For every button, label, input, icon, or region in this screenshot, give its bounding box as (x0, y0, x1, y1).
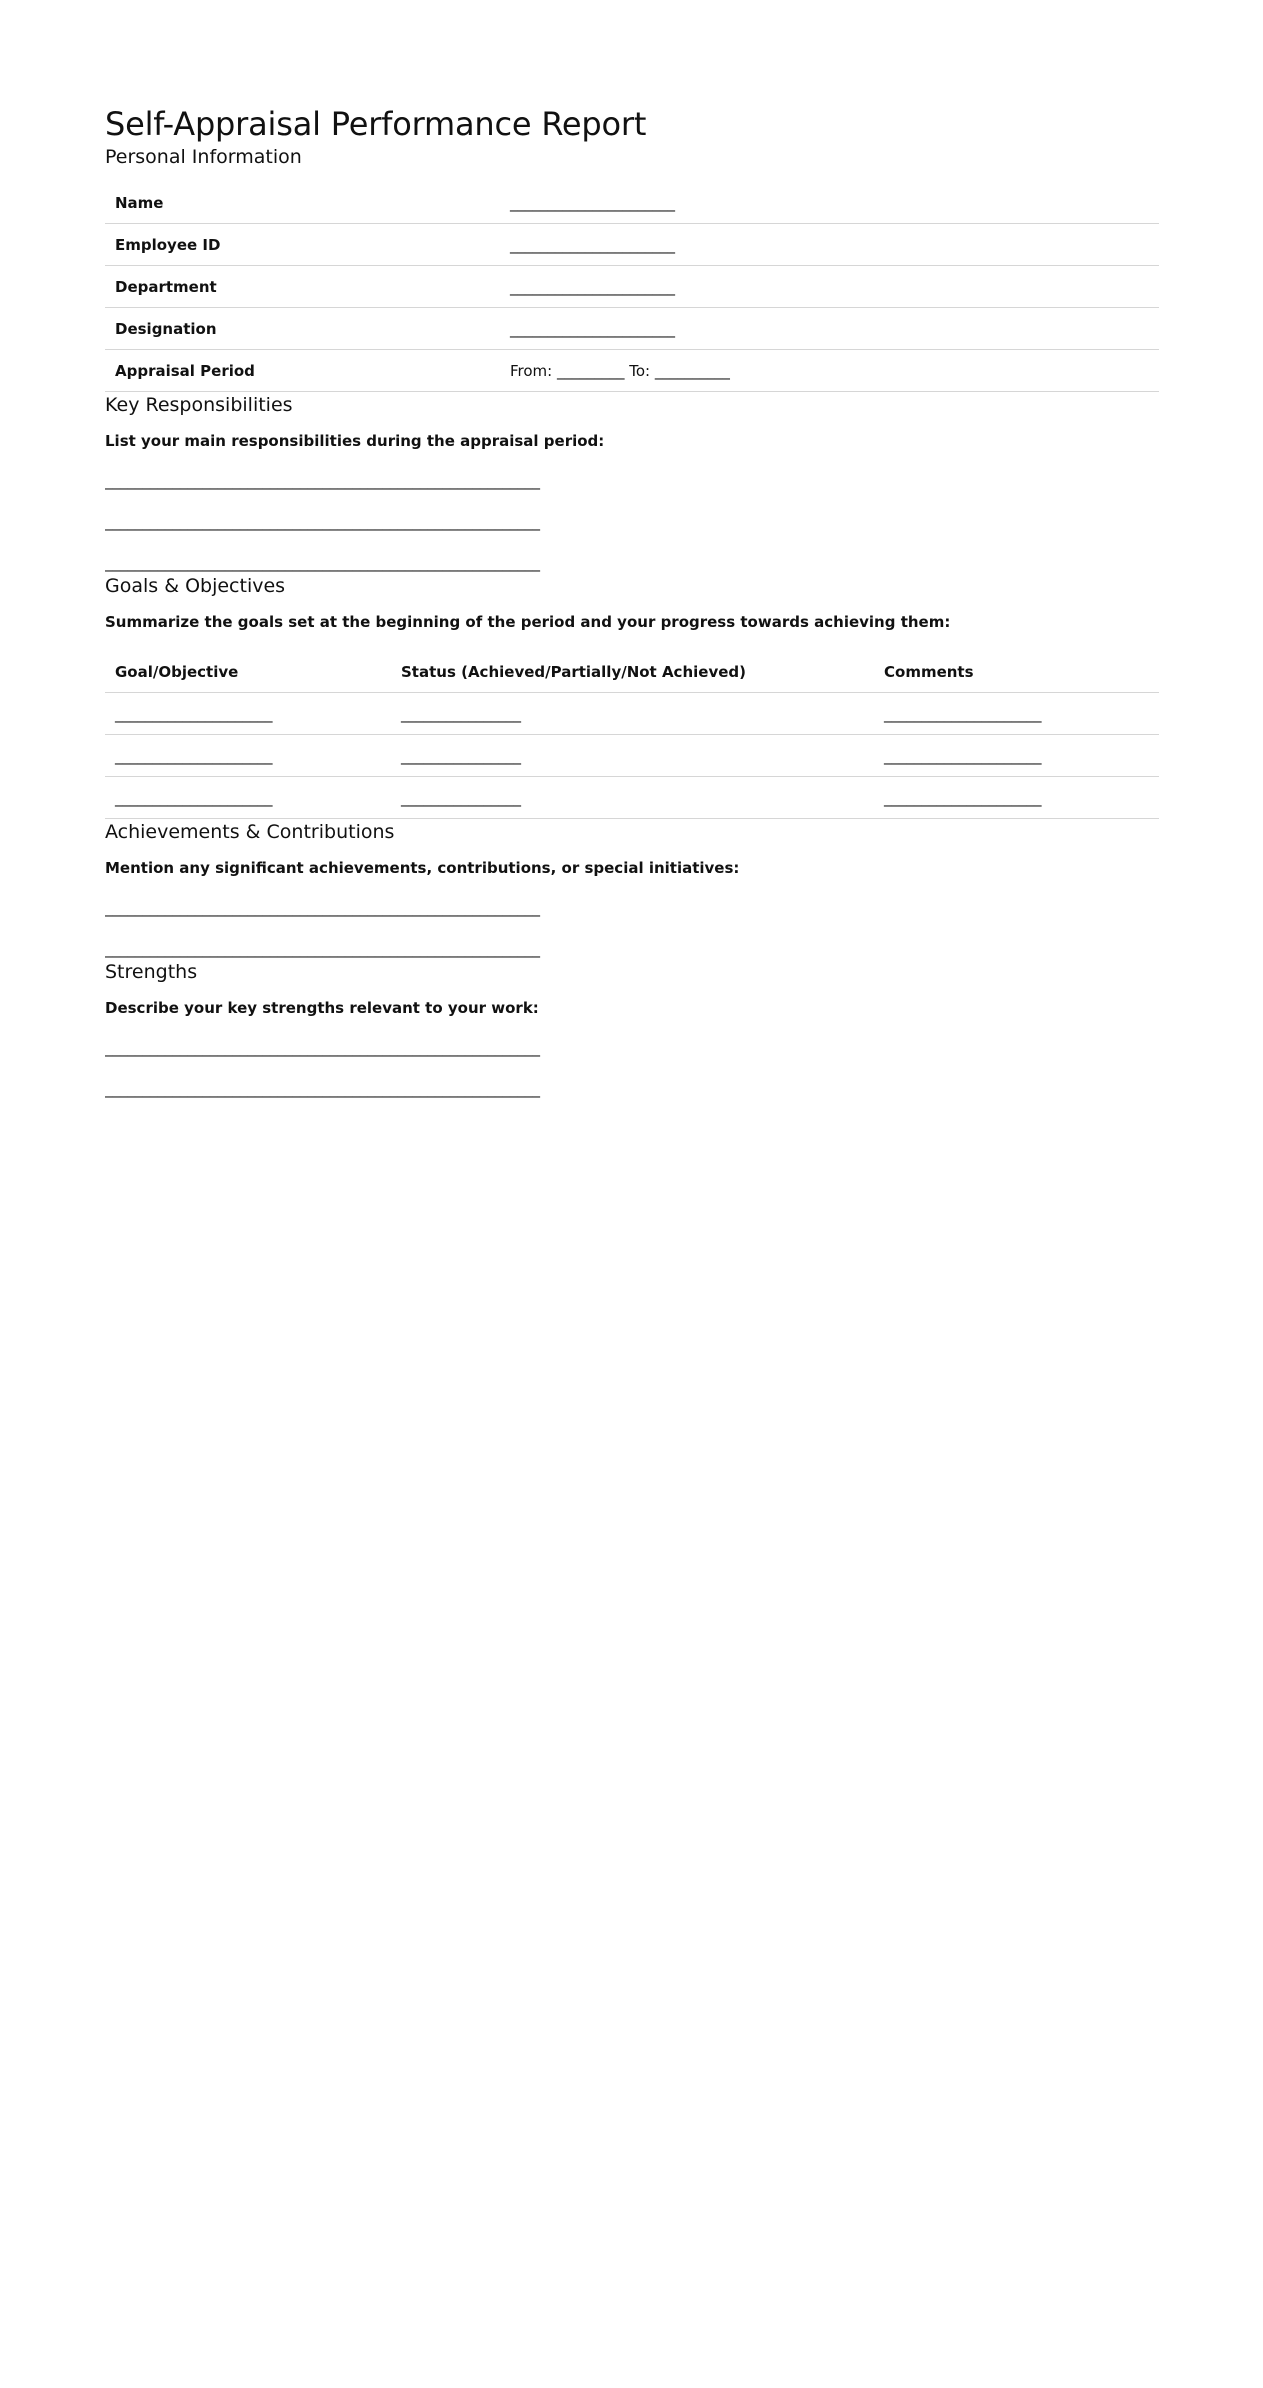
status-field[interactable]: ________________ (391, 693, 874, 735)
achievements-lines (105, 898, 1159, 959)
table-row (105, 777, 1159, 819)
status-field[interactable]: ________________ (391, 735, 874, 777)
key-responsibilities-lines (105, 471, 1159, 573)
goal-field[interactable]: _____________________ (105, 693, 391, 735)
employee-id-field[interactable]: ______________________ (500, 224, 1159, 266)
table-row (105, 735, 1159, 777)
name-field[interactable]: ______________________ (500, 182, 1159, 224)
table-row (105, 693, 1159, 735)
strength-line-2[interactable]: __________________________________________________________ (105, 1080, 540, 1098)
personal-information-heading: Personal Information (105, 146, 302, 168)
strengths-section (105, 959, 1159, 1099)
field-label-employee-id: Employee ID (105, 224, 500, 266)
appraisal-period-field[interactable]: From: _________ To: __________ (500, 350, 1159, 392)
goals-objectives-section (105, 573, 1159, 819)
personal-information-section (105, 144, 1159, 392)
field-label-name: Name (105, 182, 500, 224)
column-header-comments: Comments (874, 652, 1159, 693)
goal-field[interactable]: _____________________ (105, 777, 391, 819)
designation-field[interactable]: ______________________ (500, 308, 1159, 350)
page-title: Self-Appraisal Performance Report (105, 105, 647, 143)
personal-information-table (105, 182, 1159, 392)
achievements-heading: Achievements & Contributions (105, 821, 395, 843)
achievements-prompt: Mention any significant achievements, contributions, or special initiatives: (105, 859, 740, 877)
achievement-line-2[interactable]: __________________________________________________________ (105, 940, 540, 958)
table-row (105, 266, 1159, 308)
table-row (105, 224, 1159, 266)
responsibility-line-3[interactable]: __________________________________________________________ (105, 554, 540, 572)
strengths-prompt: Describe your key strengths relevant to your work: (105, 999, 539, 1017)
table-row (105, 350, 1159, 392)
key-responsibilities-section (105, 392, 1159, 573)
strengths-lines (105, 1038, 1159, 1099)
strength-line-1[interactable]: __________________________________________________________ (105, 1039, 540, 1057)
goals-table (105, 652, 1159, 819)
goals-table-header (105, 652, 1159, 693)
responsibility-line-1[interactable]: __________________________________________________________ (105, 472, 540, 490)
goal-field[interactable]: _____________________ (105, 735, 391, 777)
column-header-status: Status (Achieved/Partially/Not Achieved) (391, 652, 874, 693)
achievement-line-1[interactable]: __________________________________________________________ (105, 899, 540, 917)
table-row (105, 182, 1159, 224)
field-label-appraisal-period: Appraisal Period (105, 350, 500, 392)
field-label-department: Department (105, 266, 500, 308)
goals-objectives-heading: Goals & Objectives (105, 575, 286, 597)
comments-field[interactable]: _____________________ (874, 735, 1159, 777)
achievements-section (105, 819, 1159, 959)
comments-field[interactable]: _____________________ (874, 693, 1159, 735)
column-header-goal: Goal/Objective (105, 652, 391, 693)
strengths-heading: Strengths (105, 961, 198, 983)
goals-objectives-prompt: Summarize the goals set at the beginning of the period and your progress towards achieving them: (105, 613, 951, 631)
responsibility-line-2[interactable]: __________________________________________________________ (105, 513, 540, 531)
key-responsibilities-prompt: List your main responsibilities during the appraisal period: (105, 432, 605, 450)
key-responsibilities-heading: Key Responsibilities (105, 394, 293, 416)
comments-field[interactable]: _____________________ (874, 777, 1159, 819)
status-field[interactable]: ________________ (391, 777, 874, 819)
field-label-designation: Designation (105, 308, 500, 350)
department-field[interactable]: ______________________ (500, 266, 1159, 308)
table-row (105, 308, 1159, 350)
